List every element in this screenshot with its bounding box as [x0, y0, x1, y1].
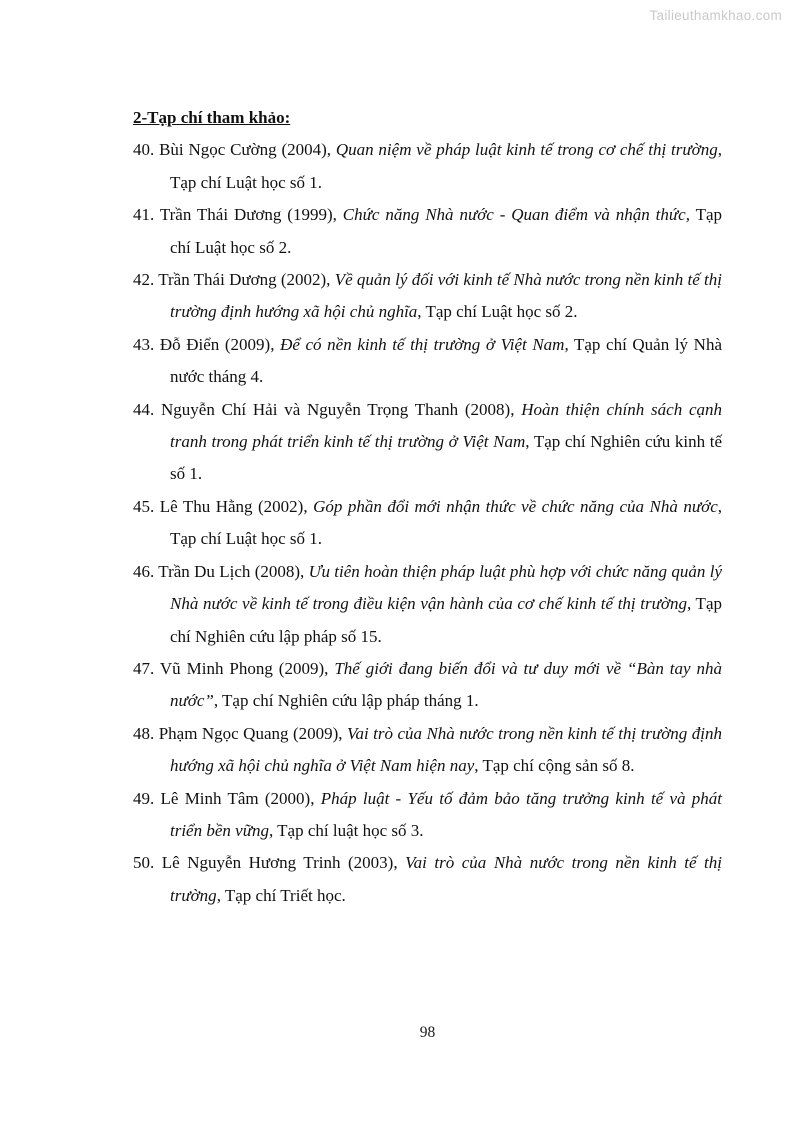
reference-prefix: 47. Vũ Minh Phong (2009),: [133, 658, 335, 678]
reference-prefix: 41. Trần Thái Dương (1999),: [133, 205, 343, 225]
reference-title: Vai trò của Nhà nước trong nền kinh tế thị trường định hướng xã hội chủ nghĩa ở Việt Nam hiện nay: [170, 723, 722, 776]
reference-prefix: 48. Phạm Ngọc Quang (2009),: [133, 723, 347, 743]
reference-title: Quan niệm về pháp luật kinh tế trong cơ chế thị trường: [335, 140, 718, 160]
reference-journal: , Tạp chí Quản lý Nhà nước tháng 4.: [170, 334, 722, 387]
reference-journal: , Tạp chí Luật học số 1.: [170, 496, 722, 549]
reference-journal: , Tạp chí Nghiên cứu lập pháp số 15.: [170, 594, 722, 646]
reference-prefix: 44. Nguyễn Chí Hải và Nguyễn Trọng Thanh (2008),: [133, 399, 522, 419]
page-number: 98: [419, 1024, 436, 1041]
reference-entry: [133, 264, 722, 329]
reference-entry: [133, 718, 722, 783]
reference-prefix: 45. Lê Thu Hằng (2002),: [133, 496, 314, 516]
reference-journal: Tạp chí Luật học số 2.: [170, 205, 722, 257]
reference-journal: , Tạp chí Triết học.: [216, 885, 346, 905]
reference-entry: [133, 491, 722, 556]
reference-prefix: 46. Trần Du Lịch (2008),: [133, 561, 309, 581]
reference-entry: [133, 394, 722, 491]
reference-title: Về quản lý đối với kinh tế Nhà nước trong nền kinh tế thị trường định hướng xã hội chủ nghĩa: [170, 270, 723, 322]
reference-entry: [133, 653, 722, 718]
reference-journal: , Tạp chí Luật học số 2.: [417, 302, 578, 322]
reference-journal: , Tạp chí Luật học số 1.: [170, 140, 722, 192]
reference-prefix: 43. Đỗ Điển (2009),: [133, 334, 281, 354]
section-title: 2-Tạp chí tham khảo:: [133, 108, 291, 127]
reference-title: Ưu tiên hoàn thiện pháp luật phù hợp với chức năng quản lý Nhà nước về kinh tế trong điều kiện vận hành của cơ chế kinh tế thị trường: [170, 561, 722, 614]
reference-journal: , Tạp chí Nghiên cứu lập pháp tháng 1.: [213, 691, 479, 711]
reference-title: Pháp luật - Yếu tố đảm bảo tăng trưởng kinh tế và phát triển bền vững: [170, 788, 722, 840]
reference-list: [133, 134, 722, 912]
reference-entry: [133, 783, 722, 848]
reference-prefix: 40. Bùi Ngọc Cường (2004),: [133, 140, 336, 160]
reference-journal: , Tạp chí luật học số 3.: [268, 820, 424, 840]
reference-title: Thế giới đang biến đổi và tư duy mới về “Bàn tay nhà nước”: [170, 658, 722, 711]
reference-title: Góp phần đổi mới nhận thức về chức năng của Nhà nước: [313, 496, 718, 516]
reference-entry: [133, 329, 722, 394]
reference-prefix: 50. Lê Nguyễn Hương Trinh (2003),: [133, 853, 406, 873]
reference-entry: [133, 199, 722, 264]
reference-prefix: 49. Lê Minh Tâm (2000),: [133, 788, 321, 808]
reference-entry: [133, 556, 722, 653]
reference-title: Vai trò của Nhà nước trong nền kinh tế thị trường: [170, 853, 722, 905]
reference-entry: [133, 134, 722, 199]
reference-title: Để có nền kinh tế thị trường ở Việt Nam: [280, 334, 565, 354]
reference-entry: [133, 847, 722, 912]
watermark: Tailieuthamkhao.com: [649, 8, 782, 23]
reference-prefix: 42. Trần Thái Dương (2002),: [133, 270, 335, 290]
reference-title: Chức năng Nhà nước - Quan điểm và nhận thức,: [342, 205, 690, 225]
references-section: [133, 102, 722, 912]
reference-journal: , Tạp chí cộng sản số 8.: [474, 756, 635, 776]
reference-journal: , Tạp chí Nghiên cứu kinh tế số 1.: [170, 432, 722, 484]
reference-title: Hoàn thiện chính sách cạnh tranh trong phát triển kinh tế thị trường ở Việt Nam: [170, 399, 722, 452]
